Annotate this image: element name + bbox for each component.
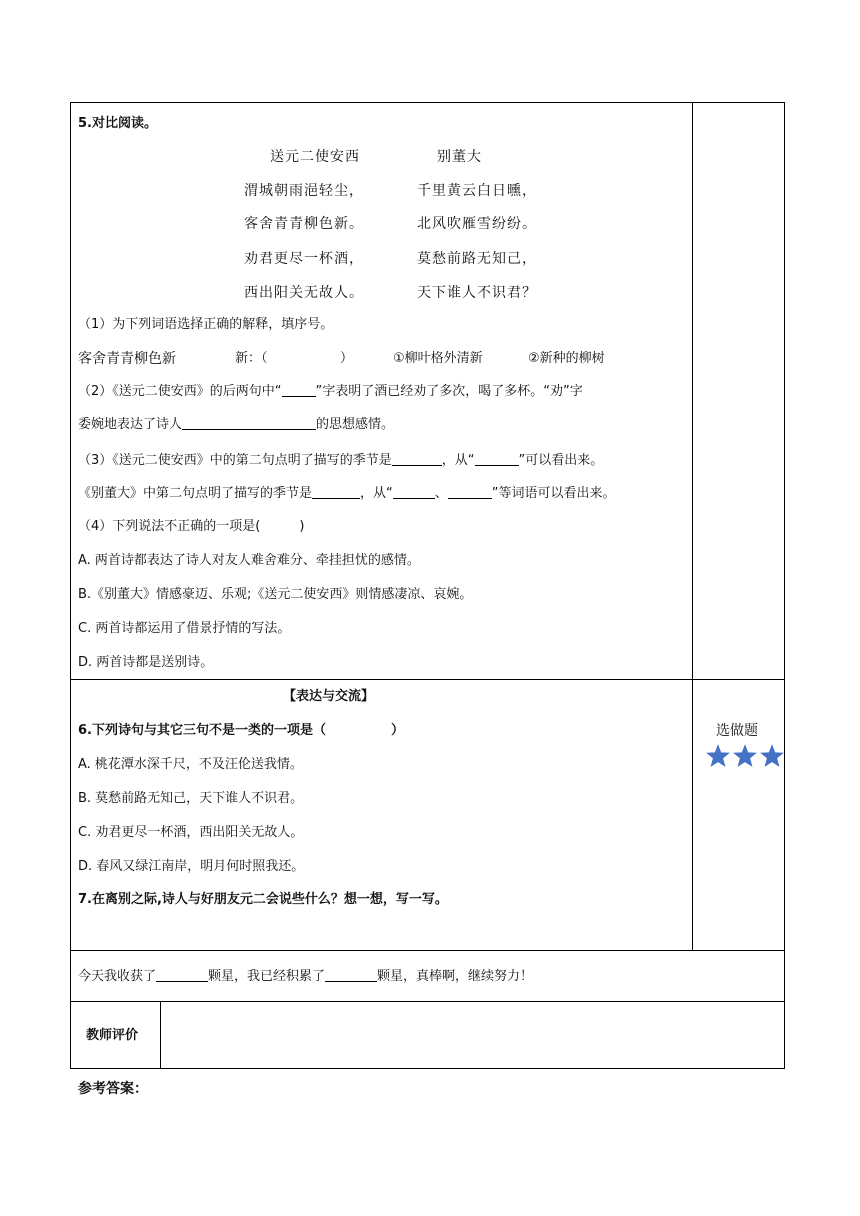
q5-part2b-post: 的思想感情。 <box>316 417 395 432</box>
summary-mid: 颗星，我已经积累了 <box>208 969 326 984</box>
star-icon <box>705 743 731 769</box>
teacher-evaluation-label: 教师评价 <box>86 1028 139 1043</box>
q5-part1-option-1: ①柳叶格外清新 <box>393 351 483 366</box>
q5-part1-word: 新：（ <box>235 351 268 366</box>
poem1-line: 客舍青青柳色新。 <box>244 216 364 232</box>
optional-label: 选做题 <box>716 723 758 739</box>
answer-blank[interactable] <box>182 417 316 430</box>
teacher-divider <box>160 1001 161 1069</box>
poem2-line: 北风吹雁雪纷纷。 <box>417 216 537 232</box>
row-divider-1 <box>70 679 785 680</box>
star-summary <box>78 968 533 986</box>
table-border-bottom <box>70 1068 785 1069</box>
q6-option: C. 劝君更尽一杯酒，西出阳关无故人。 <box>78 825 304 840</box>
q5-part1-instruction: （1）为下列词语选择正确的解释，填序号。 <box>78 317 334 332</box>
q5-part3-line1 <box>78 452 603 470</box>
q5-part2-pre: （2）《送元二使安西》的后两句中“ <box>78 384 282 399</box>
answer-blank[interactable] <box>282 384 316 397</box>
answer-blank[interactable] <box>393 486 435 499</box>
table-border-left <box>70 102 71 1069</box>
difficulty-stars <box>705 743 786 773</box>
summary-pre: 今天我收获了 <box>78 969 157 984</box>
q5-part2b-pre: 委婉地表达了诗人 <box>78 417 183 432</box>
star-icon <box>732 743 758 769</box>
poem1-line: 渭城朝雨浥轻尘， <box>244 183 364 199</box>
table-border-right <box>784 102 785 1069</box>
q6-option: A. 桃花潭水深千尺，不及汪伦送我情。 <box>78 757 303 772</box>
q5-part3b-post: ”等词语可以看出来。 <box>491 486 616 501</box>
answer-blank[interactable] <box>448 486 492 499</box>
section-heading: 【表达与交流】 <box>283 689 375 704</box>
q6-option: D. 春风又绿江南岸，明月何时照我还。 <box>78 859 305 874</box>
q6-question: 6.下列诗句与其它三句不是一类的一项是（ ） <box>78 723 404 738</box>
summary-post: 颗星，真棒啊，继续努力！ <box>377 969 534 984</box>
q5-part1-close: ） <box>340 351 354 366</box>
q5-part4-option: A. 两首诗都表达了诗人对友人难舍难分、牵挂担忧的感情。 <box>78 553 420 568</box>
q7-question: 7.在离别之际,诗人与好朋友元二会说些什么？想一想，写一写。 <box>78 892 448 907</box>
q5-part2-post: ”字表明了酒已经劝了多次，喝了多杯。“劝”字 <box>315 384 583 399</box>
poem2-line: 天下谁人不识君？ <box>417 285 537 301</box>
q5-part3a-pre: （3）《送元二使安西》中的第二句点明了描写的季节是 <box>78 453 392 468</box>
teacher-evaluation-field[interactable] <box>162 1003 782 1067</box>
poem2-line: 莫愁前路无知己， <box>417 251 537 267</box>
answers-heading: 参考答案： <box>78 1081 148 1097</box>
answer-blank[interactable] <box>325 969 377 982</box>
q5-part4-option: D. 两首诗都是送别诗。 <box>78 655 214 670</box>
poem1-line: 劝君更尽一杯酒， <box>244 251 364 267</box>
answer-blank[interactable] <box>312 486 360 499</box>
q5-part3-line2 <box>78 485 616 503</box>
q5-part3b-sep: 、 <box>434 486 448 501</box>
q5-part4-option: C. 两首诗都运用了借景抒情的写法。 <box>78 621 291 636</box>
star-icon <box>759 743 785 769</box>
q5-part3a-post: ”可以看出来。 <box>518 453 604 468</box>
table-border-top <box>70 102 785 103</box>
column-divider <box>692 102 693 950</box>
q5-heading: 5.对比阅读。 <box>78 116 157 131</box>
poem1-title: 送元二使安西 <box>270 149 360 165</box>
q6-option: B. 莫愁前路无知己，天下谁人不识君。 <box>78 791 304 806</box>
q5-part1-option-2: ②新种的柳树 <box>528 351 605 366</box>
answer-blank[interactable] <box>156 969 208 982</box>
q5-part4-question: （4）下列说法不正确的一项是( ) <box>78 519 305 534</box>
poem2-line: 千里黄云白日曛， <box>417 183 537 199</box>
poem1-line: 西出阳关无故人。 <box>244 285 364 301</box>
q5-part1-phrase: 客舍青青柳色新 <box>78 351 176 367</box>
q5-part3b-mid: ，从“ <box>360 486 393 501</box>
q5-part2-line1 <box>78 383 583 401</box>
q5-part4-option: B.《别董大》情感豪迈、乐观;《送元二使安西》则情感凄凉、哀婉。 <box>78 587 473 602</box>
row-divider-2 <box>70 950 785 951</box>
q5-part2-line2 <box>78 416 394 434</box>
poem2-title: 别董大 <box>437 149 482 165</box>
answer-blank[interactable] <box>392 453 442 466</box>
q5-part3b-pre: 《别董大》中第二句点明了描写的季节是 <box>78 486 313 501</box>
answer-blank[interactable] <box>475 453 519 466</box>
row-divider-3 <box>70 1001 785 1002</box>
q5-part3a-mid: ，从“ <box>441 453 475 468</box>
